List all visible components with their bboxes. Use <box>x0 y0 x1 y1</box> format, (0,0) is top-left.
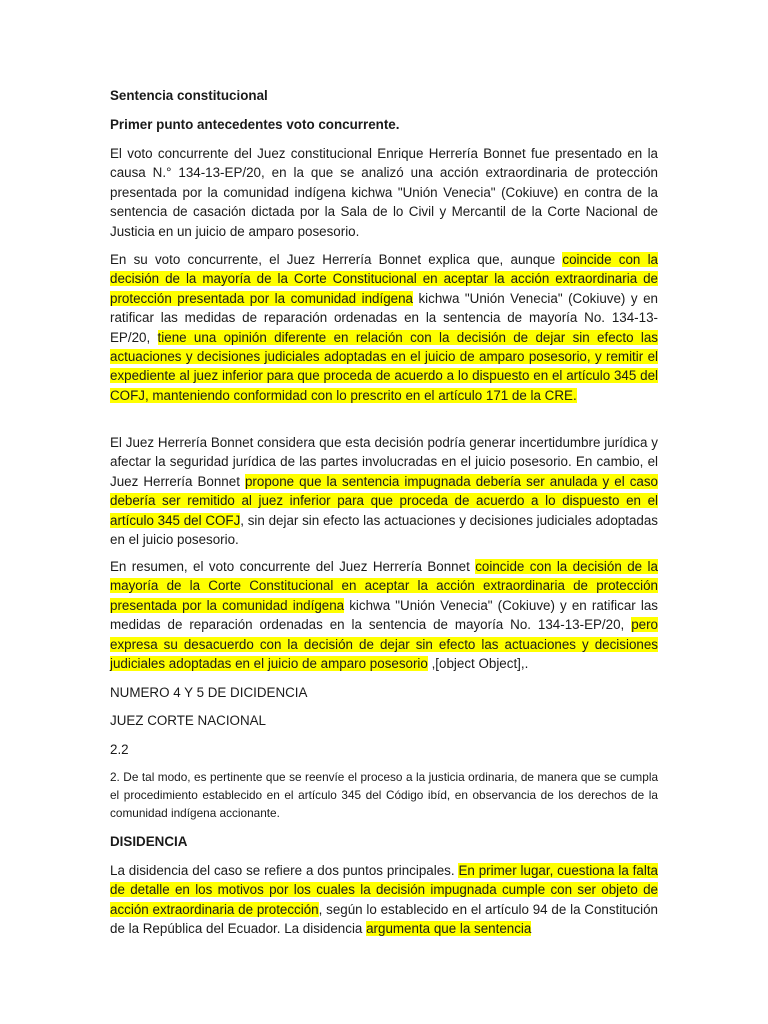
highlighted-text: pero expresa su desacuerdo con la decisión de dejar sin efecto las actuaciones y decisiones judiciales adoptadas en el juicio de amparo posesorio <box>110 617 658 672</box>
paragraph-text: En su voto concurrente, el Juez Herrería Bonnet explica que, aunque <box>110 252 563 267</box>
paragraph-text: El Juez Herrería Bonnet considera que esta decisión podría generar incertidumbre jurídica y afectar la seguridad jurídica de las partes involucradas en el juicio posesorio. En cambio, el Juez Herrería Bonnet <box>110 435 658 489</box>
paragraph-text: ,[object Object],. <box>427 656 529 672</box>
quoted-note: 2. De tal modo, es pertinente que se reenvíe el proceso a la justicia ordinaria, de manera que se cumpla el procedimiento establecido en el artículo 345 del Código ibíd, en observancia de los derechos de la comunidad indígena accionante. <box>110 770 658 820</box>
paragraph-text: En resumen, el voto concurrente del Juez Herrería Bonnet <box>110 559 476 574</box>
paragraph-text: kichwa "Unión Venecia" (Cokiuve) y en ratificar las medidas de reparación ordenadas en la sentencia de mayoría No. 134-13-EP/20, <box>110 290 658 345</box>
line-juez-corte: JUEZ CORTE NACIONAL <box>110 713 266 728</box>
line-section-number: 2.2 <box>110 742 129 757</box>
paragraph-voto-concurrente <box>110 250 658 405</box>
highlighted-text: En primer lugar, cuestiona la falta de detalle en los motivos por los cuales la decisión impugnada cumple con ser objeto de acción extraordinaria de protección <box>110 863 658 917</box>
highlighted-text: argumenta que la sentencia <box>366 921 532 937</box>
paragraph-text: , según lo establecido en el artículo 94 de la Constitución de la República del Ecuador. La disidencia <box>110 901 659 937</box>
section-heading-antecedentes: Primer punto antecedentes voto concurrente. <box>110 117 400 132</box>
highlighted-text: coincide con la decisión de la mayoría de la Corte Constitucional en aceptar la acción extraordinaria de protección presentada por la comunidad indígena <box>110 252 658 306</box>
paragraph-incertidumbre <box>110 433 658 549</box>
section-heading-disidencia: DISIDENCIA <box>110 834 188 849</box>
highlighted-text: coincide con la decisión de la mayoría de la Corte Constitucional en aceptar la acción extraordinaria de protección presentada por la comunidad indígena <box>110 559 658 613</box>
paragraph-text: La disidencia del caso se refiere a dos puntos principales. <box>110 863 459 878</box>
paragraph-text: , sin dejar sin efecto las actuaciones y decisiones judiciales adoptadas en el juicio posesorio. <box>110 512 658 548</box>
paragraph-text: kichwa "Unión Venecia" (Cokiuve) y en ratificar las medidas de reparación ordenadas en la sentencia de mayoría No. 134-13-EP/20, <box>110 597 658 633</box>
paragraph-resumen <box>110 557 658 673</box>
highlighted-text: propone que la sentencia impugnada debería ser anulada y el caso debería ser remitido al juez inferior para que proceda de acuerdo a lo dispuesto en el artículo 345 del COFJ <box>110 473 659 528</box>
line-numero-disidencia: NUMERO 4 Y 5 DE DICIDENCIA <box>110 685 308 700</box>
highlighted-text: tiene una opinión diferente en relación con la decisión de dejar sin efecto las actuaciones y decisiones judiciales adoptadas en el juicio de amparo posesorio, y remitir el expediente al juez inferior para que proceda de acuerdo a lo dispuesto en el artículo 345 del COFJ, manteniendo conformidad con lo prescrito en el artículo 171 de la CRE. <box>110 329 658 403</box>
document-title: Sentencia constitucional <box>110 88 268 103</box>
paragraph-disidencia <box>110 861 658 939</box>
paragraph-intro: El voto concurrente del Juez constitucional Enrique Herrería Bonnet fue presentado en la causa N.° 134-13-EP/20, en la que se analizó una acción extraordinaria de protección presentada por la comunidad indígena kichwa "Unión Venecia" (Cokiuve) en contra de la sentencia de casación dictada por la Sala de lo Civil y Mercantil de la Corte Nacional de Justicia en un juicio de amparo posesorio. <box>110 146 658 239</box>
